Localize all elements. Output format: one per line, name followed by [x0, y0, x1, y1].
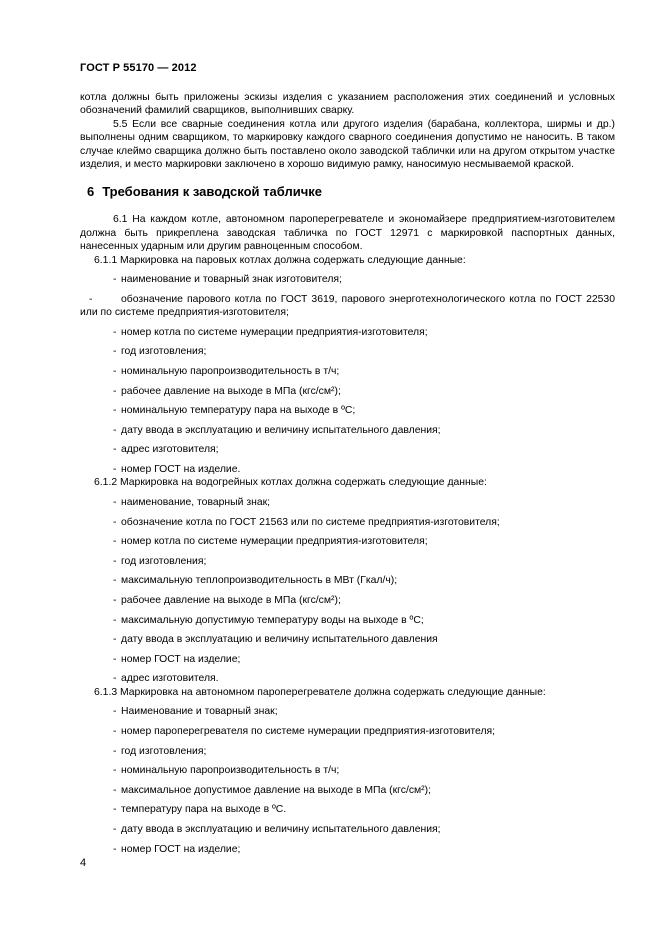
- dash-bullet: -: [113, 634, 117, 646]
- dash-bullet: -: [113, 385, 117, 397]
- page-content: [80, 91, 615, 856]
- paragraph-5-5: 5.5 Если все сварные соединения котла или другого изделия (барабана, коллектора, ширмы и др.) выполнены одним сварщиком, то маркировку каждого сварного соединения допустимо не наносить. В таком случае клеймо сварщика должно быть поставлено около заводской таблички или на другом открытом участке изделия, и место маркировки заключено в хорошо видимую рамку, наносимую несмываемой краской.: [80, 118, 615, 171]
- list-item: - рабочее давление на выходе в МПа (кгс/см²);: [113, 385, 341, 397]
- list-item: - максимальное допустимое давление на выходе в МПа (кгс/см²);: [113, 784, 431, 796]
- list-item: - год изготовления;: [113, 555, 207, 567]
- dash-bullet: -: [113, 575, 117, 587]
- list-item: - год изготовления;: [113, 346, 207, 358]
- dash-bullet: -: [113, 614, 117, 626]
- section-title: Требования к заводской табличке: [102, 184, 322, 200]
- document-code-header: ГОСТ Р 55170 — 2012: [80, 62, 197, 74]
- list-item: - максимальную теплопроизводительность в МВт (Гкал/ч);: [113, 575, 398, 587]
- list-item: - номинальную паропроизводительность в т/ч;: [113, 765, 340, 777]
- dash-bullet: -: [113, 594, 117, 606]
- page-number: 4: [80, 857, 87, 869]
- dash-bullet: -: [113, 405, 117, 417]
- dash-bullet: -: [113, 536, 117, 548]
- list-item: - номинальную паропроизводительность в т/ч;: [113, 366, 340, 378]
- list-6-1-1: [80, 273, 615, 476]
- dash-bullet: -: [113, 444, 117, 456]
- list-item: - дату ввода в эксплуатацию и величину испытательного давления;: [113, 823, 441, 835]
- list-item: - адрес изготовителя.: [113, 673, 219, 685]
- list-item: - год изготовления;: [113, 745, 207, 757]
- list-item: - номер котла по системе нумерации предприятия-изготовителя;: [113, 326, 428, 338]
- dash-bullet: -: [113, 326, 117, 338]
- dash-bullet: -: [113, 765, 117, 777]
- section-6-heading: [87, 184, 615, 200]
- list-item: - номер пароперегревателя по системе нумерации предприятия-изготовителя;: [113, 725, 496, 737]
- section-number: 6: [87, 184, 95, 200]
- list-item: - номер котла по системе нумерации предприятия-изготовителя;: [113, 536, 428, 548]
- list-6-1-2: [80, 496, 615, 686]
- list-item: - максимальную допустимую температуру воды на выходе в ºС;: [113, 614, 424, 626]
- dash-bullet: -: [113, 843, 117, 855]
- list-item: - Наименование и товарный знак;: [113, 706, 278, 718]
- dash-bullet: -: [113, 673, 117, 685]
- dash-bullet: -: [113, 274, 117, 286]
- paragraph-6-1-1: 6.1.1 Маркировка на паровых котлах должна содержать следующие данные:: [94, 254, 466, 266]
- paragraph-6-1: 6.1 На каждом котле, автономном пароперегревателе и экономайзере предприятием-изготовителем должна быть прикреплена заводская табличка по ГОСТ 12971 с маркировкой паспортных данных, нанесенных ударным или другим равноценным способом.: [80, 214, 615, 253]
- list-item: - номинальную температуру пара на выходе в ºС;: [113, 405, 356, 417]
- list-6-1-3: [80, 705, 615, 856]
- paragraph-continuation: котла должны быть приложены эскизы изделия с указанием расположения этих соединений и условных обозначений фамилий сварщиков, выполнивших сварку.: [80, 92, 615, 117]
- list-item: - номер ГОСТ на изделие.: [113, 464, 241, 475]
- list-item: - номер ГОСТ на изделие;: [113, 843, 241, 855]
- paragraph-6-1-2: 6.1.2 Маркировка на водогрейных котлах должна содержать следующие данные:: [94, 477, 487, 489]
- list-item: - дату ввода в эксплуатацию и величину испытательного давления: [113, 634, 438, 646]
- dash-bullet: -: [113, 366, 117, 378]
- dash-bullet: -: [113, 653, 117, 665]
- dash-bullet: -: [113, 804, 117, 816]
- dash-bullet: -: [113, 497, 117, 508]
- dash-bullet: -: [89, 293, 93, 305]
- dash-bullet: -: [113, 346, 117, 358]
- dash-bullet: -: [113, 823, 117, 835]
- list-item: - обозначение парового котла по ГОСТ 3619, парового энерготехнологического котла по ГОСТ 22530 или по системе предприятия-изготовителя;: [80, 293, 615, 319]
- list-item: - номер ГОСТ на изделие;: [113, 653, 241, 665]
- list-item: - температуру пара на выходе в ºС.: [113, 804, 287, 816]
- list-item: - рабочее давление на выходе в МПа (кгс/см²);: [113, 594, 341, 606]
- dash-bullet: -: [113, 516, 117, 528]
- list-item: - обозначение котла по ГОСТ 21563 или по системе предприятия-изготовителя;: [113, 516, 500, 528]
- list-item: - наименование, товарный знак;: [113, 497, 271, 508]
- list-item: - наименование и товарный знак изготовителя;: [113, 274, 342, 286]
- list-item: - адрес изготовителя;: [113, 444, 219, 456]
- dash-bullet: -: [113, 464, 117, 475]
- list-item: - дату ввода в эксплуатацию и величину испытательного давления;: [113, 424, 441, 436]
- dash-bullet: -: [113, 784, 117, 796]
- dash-bullet: -: [113, 424, 117, 436]
- dash-bullet: -: [113, 555, 117, 567]
- dash-bullet: -: [113, 725, 117, 737]
- dash-bullet: -: [113, 706, 117, 718]
- paragraph-6-1-3: 6.1.3 Маркировка на автономном пароперегревателе должна содержать следующие данные:: [94, 686, 546, 698]
- dash-bullet: -: [113, 745, 117, 757]
